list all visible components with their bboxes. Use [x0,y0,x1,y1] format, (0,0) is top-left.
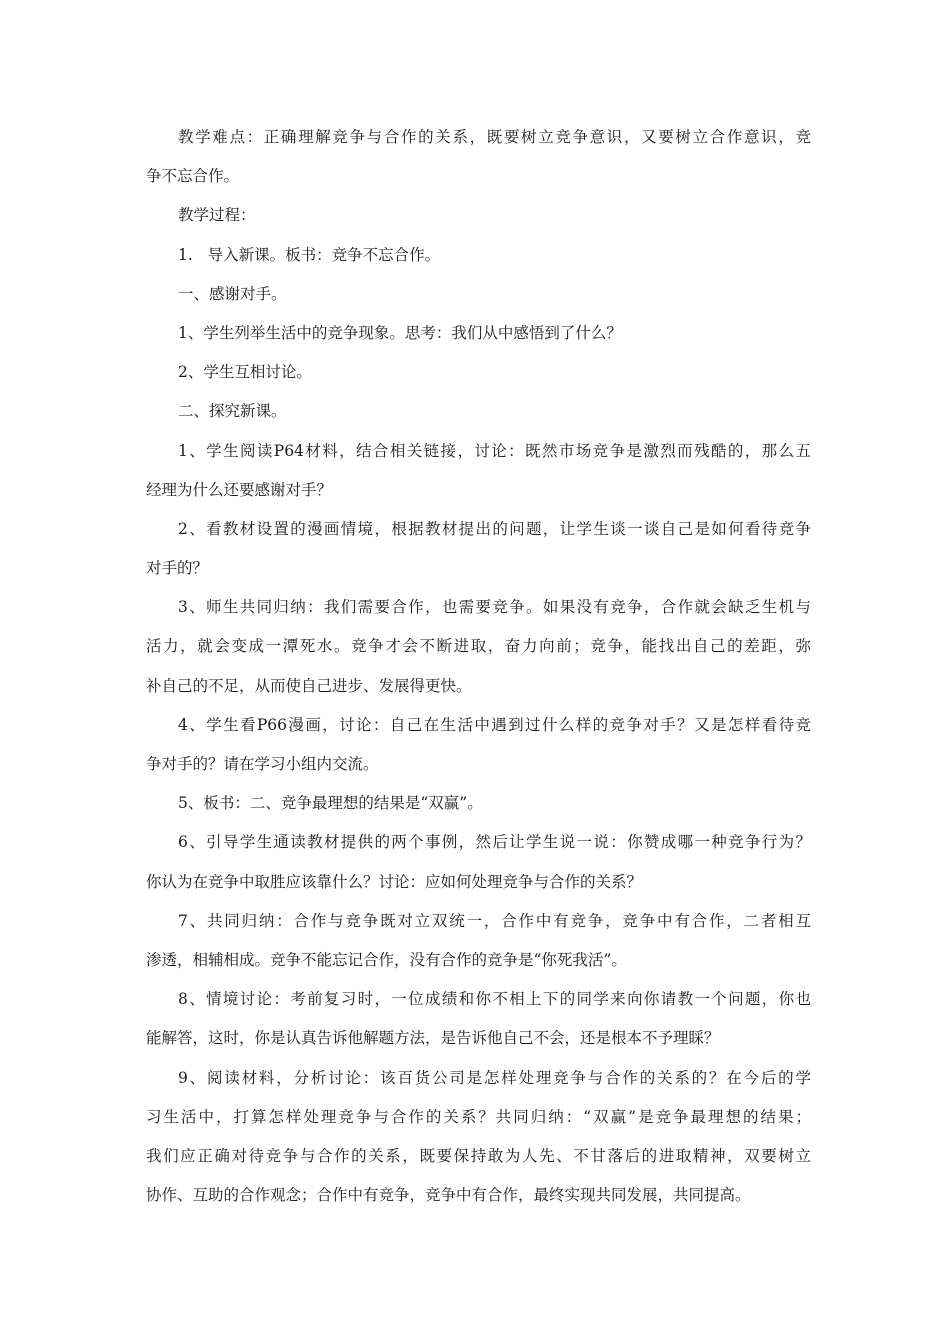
text-line: 你认为在竞争中取胜应该靠什么？讨论：应如何处理竞争与合作的关系？ [146,872,643,891]
paragraph [146,823,811,901]
paragraph [146,706,811,784]
text-line: 渗透，相辅相成。竞争不能忘记合作，没有合作的竞争是“你死我活”。 [146,950,627,969]
text-line: 2、学生互相讨论。 [178,363,312,382]
text-line: 7、共同归纳：合作与竞争既对立双统一，合作中有竞争，竞争中有合作，二者相互 [178,911,811,930]
text-line: 4、学生看P66漫画，讨论：自己在生活中遇到过什么样的竞争对手？又是怎样看待竞 [178,715,811,734]
paragraph [146,275,811,314]
text-line: 协作、互助的合作观念；合作中有竞争，竞争中有合作，最终实现共同发展，共同提高。 [146,1186,751,1205]
paragraph [146,353,811,392]
text-line: 1、学生列举生活中的竞争现象。思考：我们从中感悟到了什么？ [178,323,622,342]
paragraph [146,432,811,510]
text-line: 9、阅读材料，分析讨论：该百货公司是怎样处理竞争与合作的关系的？在今后的学 [178,1068,811,1087]
text-line: 争不忘合作。 [146,167,240,186]
text-line: 教学过程： [178,206,256,225]
paragraph [146,1059,811,1216]
text-line: 6、引导学生通读教材提供的两个事例，然后让学生说一说：你赞成哪一种竞争行为？ [178,833,811,852]
paragraph [146,392,811,431]
paragraph [146,784,811,823]
text-line: 一、感谢对手。 [178,284,287,303]
text-line: 争对手的？请在学习小组内交流。 [146,755,379,773]
text-line: 2、看教材设置的漫画情境，根据教材提出的问题，让学生谈一谈自己是如何看待竞争 [178,519,811,538]
text-line: 能解答，这时，你是认真告诉他解题方法，是告诉他自己不会，还是根本不予理睬？ [146,1029,720,1048]
paragraph [146,902,811,980]
text-line: 对手的？ [146,559,209,578]
text-line: 5、板书：二、竞争最理想的结果是“双赢”。 [178,794,483,813]
paragraph [146,510,811,588]
text-line: 教学难点：正确理解竞争与合作的关系，既要树立竞争意识，又要树立合作意识，竞 [178,128,811,146]
paragraph [146,118,811,196]
text-line: 8、情境讨论：考前复习时，一位成绩和你不相上下的同学来向你请教一个问题，你也 [178,990,811,1009]
paragraph [146,314,811,353]
text-line: 1. 导入新课。板书：竞争不忘合作。 [178,245,441,264]
text-line: 二、探究新课。 [178,402,287,421]
text-line: 经理为什么还要感谢对手？ [146,480,333,499]
text-line: 3、师生共同归纳：我们需要合作，也需要竞争。如果没有竞争，合作就会缺乏生机与 [178,598,811,617]
paragraph [146,196,811,235]
text-line: 1、学生阅读P64材料，结合相关链接，讨论：既然市场竞争是激烈而残酷的，那么五 [178,441,811,460]
paragraph [146,588,811,706]
text-line: 活力，就会变成一潭死水。竞争才会不断进取，奋力向前；竞争，能找出自己的差距，弥 [146,637,811,656]
document-body [146,118,811,1215]
paragraph [146,236,811,275]
paragraph [146,980,811,1058]
text-line: 补自己的不足，从而使自己进步、发展得更快。 [146,676,472,695]
text-line: 习生活中，打算怎样处理竞争与合作的关系？共同归纳：“双赢”是竞争最理想的结果； [146,1107,811,1126]
text-line: 我们应正确对待竞争与合作的关系，既要保持敢为人先、不甘落后的进取精神，双要树立 [146,1146,811,1165]
